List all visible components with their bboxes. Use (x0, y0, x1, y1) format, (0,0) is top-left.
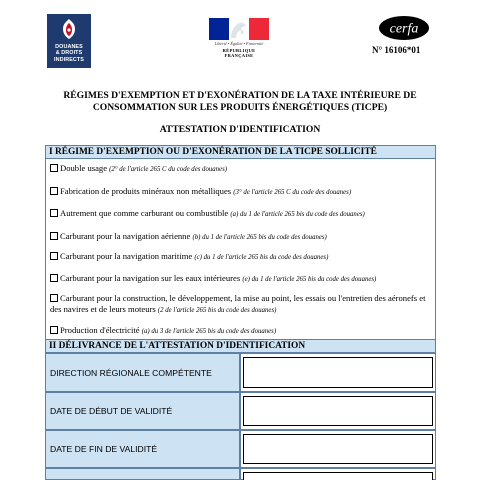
option-reference: (3° de l'article 265 C du code des douanes) (233, 189, 352, 196)
row-label-direction: DIRECTION RÉGIONALE COMPÉTENTE (45, 353, 240, 392)
republique-motto: Liberté • Égalité • Fraternité (214, 41, 264, 46)
douanes-logo-line: INDIRECTS (54, 56, 84, 63)
option-reference: (2° de l'article 265 C du code des douanes) (109, 166, 227, 173)
cerfa-logo-icon (378, 15, 430, 41)
checkbox[interactable] (50, 209, 58, 217)
cerfa-logo (378, 15, 430, 41)
row-label-date-debut: DATE DE DÉBUT DE VALIDITÉ (45, 392, 240, 430)
date-fin-field-cell (240, 430, 436, 468)
douanes-logo (47, 14, 91, 68)
section-1-header: I RÉGIME D'EXEMPTION OU D'EXONÉRATION DE LA TICPE SOLLICITÉ (45, 145, 436, 159)
option-eaux-interieures[interactable] (50, 273, 434, 285)
form-subtitle: ATTESTATION D'IDENTIFICATION (159, 124, 321, 135)
douanes-logo-line: & DROITS (55, 50, 83, 57)
checkbox[interactable] (50, 232, 58, 240)
option-label: Autrement que comme carburant ou combustible (60, 208, 229, 218)
option-reference: (a) du 1 de l'article 265 bis du code des douanes) (230, 211, 365, 218)
cerfa-logo-text: cerfa (389, 21, 419, 37)
date-debut-input[interactable] (243, 396, 433, 426)
option-double-usage[interactable] (50, 163, 434, 175)
option-label: Production d'électricité (60, 325, 140, 335)
section-2-header: II DÉLIVRANCE DE L'ATTESTATION D'IDENTIFICATION (45, 339, 436, 353)
option-label: Carburant pour la navigation maritime (60, 251, 193, 261)
cerfa-number: N° 16106*01 (372, 45, 421, 55)
date-debut-field-cell (240, 392, 436, 430)
option-reference: (c) du 1 de l'article 265 bis du code des douanes) (194, 254, 329, 261)
option-label: Fabrication de produits minéraux non métalliques (60, 186, 232, 196)
option-reference: (e) du 1 de l'article 265 bis du code des douanes) (242, 276, 377, 283)
checkbox[interactable] (50, 294, 58, 302)
option-label: Carburant pour la construction, le développement, la mise au point, les essais ou l'entretien des aéronefs et des navires et de leurs moteurs (50, 293, 426, 314)
option-reference: (b) du 1 de l'article 265 bis du code des douanes) (192, 234, 327, 241)
direction-regionale-input[interactable] (243, 357, 433, 388)
option-reference: (a) du 3 de l'article 265 bis du code des douanes) (141, 328, 277, 335)
marianne-flag-icon (209, 18, 269, 40)
checkbox[interactable] (50, 326, 58, 334)
next-input[interactable] (243, 472, 433, 480)
checkbox[interactable] (50, 274, 58, 282)
checkbox[interactable] (50, 164, 58, 172)
option-navigation-maritime[interactable] (50, 251, 434, 263)
option-production-electricite[interactable] (50, 325, 434, 337)
direction-field-cell (240, 353, 436, 392)
republique-francaise-logo (208, 18, 270, 58)
checkbox[interactable] (50, 187, 58, 195)
option-label: Carburant pour la navigation aérienne (60, 231, 191, 241)
row-label-next (45, 468, 240, 480)
option-fabrication-mineraux[interactable] (50, 186, 434, 198)
republique-name: RÉPUBLIQUE FRANÇAISE (222, 48, 256, 58)
checkbox[interactable] (50, 252, 58, 260)
row-label-date-fin: DATE DE FIN DE VALIDITÉ (45, 430, 240, 468)
douanes-emblem-icon (61, 18, 77, 40)
form-title-line: CONSOMMATION SUR LES PRODUITS ÉNERGÉTIQUES (TICPE) (92, 101, 388, 113)
option-autrement-que-carburant[interactable] (50, 208, 434, 220)
option-navigation-aerienne[interactable] (50, 231, 434, 243)
option-construction-aeronefs[interactable] (50, 293, 434, 316)
next-field-cell (240, 468, 436, 480)
douanes-logo-line: DOUANES (55, 44, 83, 50)
option-label: Carburant pour la navigation sur les eaux intérieures (60, 273, 241, 283)
form-title-line: RÉGIMES D'EXEMPTION ET D'EXONÉRATION DE LA TAXE INTÉRIEURE DE (63, 90, 417, 101)
option-reference: (2 de l'article 265 bis du code des douanes) (157, 307, 277, 314)
option-label: Double usage (60, 163, 108, 173)
form-title (40, 90, 440, 113)
date-fin-input[interactable] (243, 434, 433, 464)
